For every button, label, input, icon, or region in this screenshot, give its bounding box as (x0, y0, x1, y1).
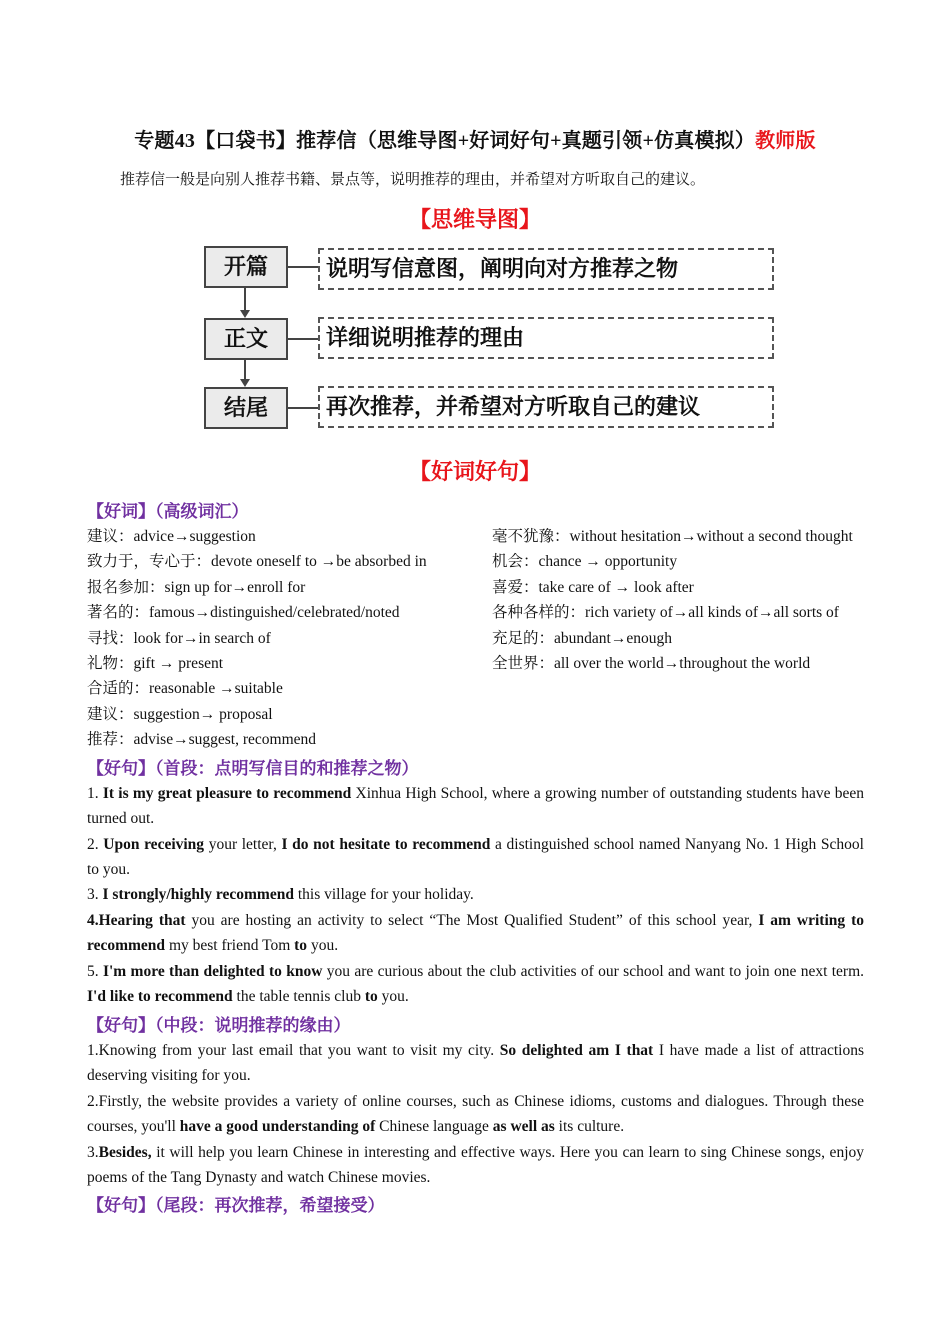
vocab-item: 寻找：look for→in search of (87, 629, 271, 647)
vocab-item: 致力于，专心于：devote oneself to →be absorbed in (87, 553, 427, 571)
vocab-item: 全世界：all over the world→throughout the world (492, 655, 811, 673)
down-arrow-icon (244, 288, 246, 316)
vocab-item: 著名的：famous→distinguished/celebrated/noted (87, 604, 400, 622)
vocab-item: 建议：advice→suggestion (87, 528, 256, 545)
sentences-last-heading: 【好句】（尾段：再次推荐，希望接受） (87, 1196, 385, 1216)
vocab-item: 各种各样的：rich variety of→all kinds of→all sorts of (492, 604, 839, 622)
mind-map-node-text: 详细说明推荐的理由 (318, 317, 774, 359)
connector-line (288, 338, 318, 340)
down-arrow-icon (244, 360, 246, 385)
vocab-item: 喜爱：take care of → look after (492, 578, 694, 596)
sentences-first-heading: 【好句】（首段：点明写信目的和推荐之物） (87, 759, 419, 779)
mind-map-node-label: 正文 (204, 318, 288, 360)
vocab-item: 合适的：reasonable →suitable (87, 680, 283, 698)
sentence-item: 3. I strongly/highly recommend this village for your holiday. (87, 886, 474, 903)
vocab-list-right (492, 524, 864, 676)
sentence-item: 1.Knowing from your last email that you want to visit my city. So delighted am I that I have made a list of attractions deserving visiting for you. (87, 1042, 864, 1085)
connector-line (288, 266, 318, 268)
vocab-item: 推荐：advise→suggest, recommend (87, 731, 317, 749)
sentence-item: 4.Hearing that you are hosting an activity to select “The Most Qualified Student” of this school year, I am writing to recommend my best friend Tom to you. (87, 912, 865, 955)
connector-line (288, 407, 318, 409)
sentence-item: 3.Besides, it will help you learn Chinese in interesting and effective ways. Here you can learn to sing Chinese songs, enjoy poems of the Tang Dynasty and watch Chinese movies. (87, 1144, 864, 1187)
page-title (0, 124, 950, 153)
vocab-item: 机会：chance → opportunity (492, 553, 678, 571)
vocab-list-left (87, 524, 467, 753)
vocab-item: 报名参加：sign up for→enroll for (87, 578, 306, 596)
intro-paragraph: 推荐信一般是向别人推荐书籍、景点等，说明推荐的理由，并希望对方听取自己的建议。 (120, 172, 706, 188)
good-words-heading: 【好词好句】 (408, 460, 541, 485)
mind-map-heading: 【思维导图】 (408, 208, 541, 233)
sentence-item: 1. It is my great pleasure to recommend Xinhua High School, where a growing number of outstanding students have been turned out. (87, 785, 864, 828)
vocab-item: 毫不犹豫：without hesitation→without a second thought (492, 528, 853, 545)
sentence-item: 2. Upon receiving your letter, I do not hesitate to recommend a distinguished school named Nanyang No. 1 High School to you. (87, 836, 864, 879)
mind-map-node-text: 再次推荐，并希望对方听取自己的建议 (318, 386, 774, 428)
sentence-item: 2.Firstly, the website provides a variety of online courses, such as Chinese idioms, customs and dialogues. Through these courses, you'll have a good understanding of Chinese language as well as its culture. (87, 1093, 864, 1136)
title-edition: 教师版 (755, 130, 816, 152)
mind-map-node-label: 开篇 (204, 246, 288, 288)
vocab-item: 建议：suggestion→ proposal (87, 705, 273, 723)
vocab-item: 礼物：gift → present (87, 655, 224, 673)
mind-map-node-text: 说明写信意图，阐明向对方推荐之物 (318, 248, 774, 290)
vocab-item: 充足的：abundant→enough (492, 629, 672, 647)
sentences-middle-heading: 【好句】（中段：说明推荐的缘由） (87, 1016, 351, 1036)
sentence-item: 5. I'm more than delighted to know you are curious about the club activities of our school and want to join one next term. I'd like to recommend the table tennis club to you. (87, 963, 864, 1006)
mind-map (204, 244, 776, 432)
mind-map-node-label: 结尾 (204, 387, 288, 429)
title-main: 专题43【口袋书】推荐信（思维导图+好词好句+真题引领+仿真模拟） (134, 130, 756, 152)
vocab-heading: 【好词】（高级词汇） (87, 502, 249, 522)
